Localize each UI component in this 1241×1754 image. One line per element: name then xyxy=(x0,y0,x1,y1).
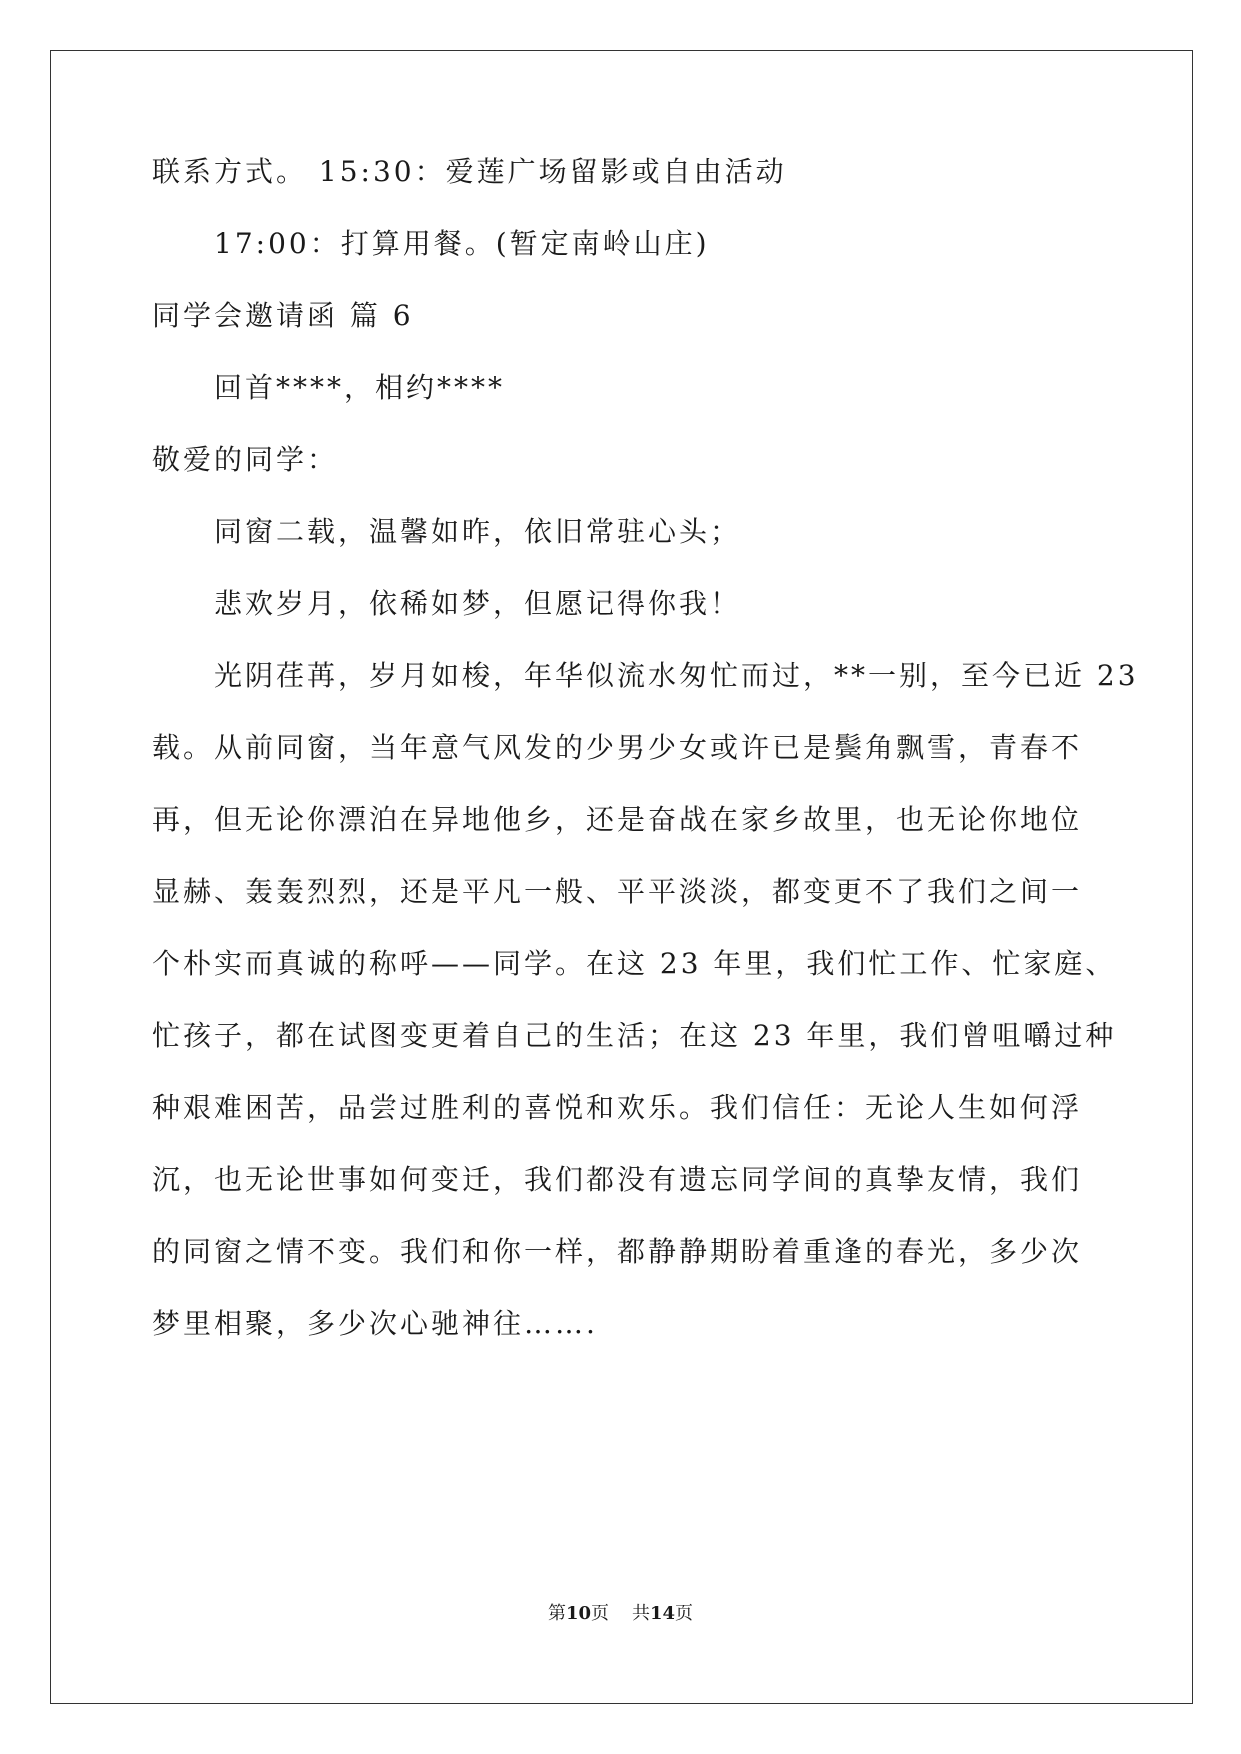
paragraph-line: 载。从前同窗，当年意气风发的少男少女或许已是鬓角飘雪，青春不 xyxy=(152,731,1083,764)
current-page-number: 10 xyxy=(565,1603,592,1624)
text-line: 17:00：打算用餐。(暂定南岭山庄) xyxy=(214,227,710,260)
paragraph-line: 个朴实而真诚的称呼——同学。在这 23 年里，我们忙工作、忙家庭、 xyxy=(152,947,1117,980)
salutation: 敬爱的同学： xyxy=(152,443,339,476)
paragraph-line: 沉，也无论世事如何变迁，我们都没有遗忘同学间的真挚友情，我们 xyxy=(152,1163,1083,1196)
paragraph-line: 光阴荏苒，岁月如梭，年华似流水匆忙而过，**一别，至今已近 23 xyxy=(214,659,1139,692)
footer-prefix: 第 xyxy=(547,1603,566,1624)
text-line: 同窗二载，温馨如昨，依旧常驻心头； xyxy=(214,515,742,548)
paragraph-line: 梦里相聚，多少次心驰神往……. xyxy=(152,1307,598,1340)
paragraph-line: 的同窗之情不变。我们和你一样，都静静期盼着重逢的春光，多少次 xyxy=(152,1235,1083,1268)
section-heading: 同学会邀请函 篇 6 xyxy=(152,299,414,332)
total-pages-number: 14 xyxy=(649,1603,675,1624)
text-line: 悲欢岁月，依稀如梦，但愿记得你我！ xyxy=(214,587,742,620)
paragraph-line: 种艰难困苦，品尝过胜利的喜悦和欢乐。我们信任：无论人生如何浮 xyxy=(152,1091,1083,1124)
subtitle-line: 回首****，相约**** xyxy=(214,371,506,404)
page-footer xyxy=(0,1602,1241,1626)
paragraph-line: 再，但无论你漂泊在异地他乡，还是奋战在家乡故里，也无论你地位 xyxy=(152,803,1083,836)
footer-total-prefix: 共 xyxy=(631,1603,650,1624)
paragraph-line: 显赫、轰轰烈烈，还是平凡一般、平平淡淡，都变更不了我们之间一 xyxy=(152,875,1083,908)
footer-total-suffix: 页 xyxy=(675,1603,693,1624)
text-line: 联系方式。 15:30：爱莲广场留影或自由活动 xyxy=(152,155,787,188)
footer-page-word: 页 xyxy=(591,1603,610,1624)
paragraph-line: 忙孩子，都在试图变更着自己的生活；在这 23 年里，我们曾咀嚼过种 xyxy=(152,1019,1117,1052)
